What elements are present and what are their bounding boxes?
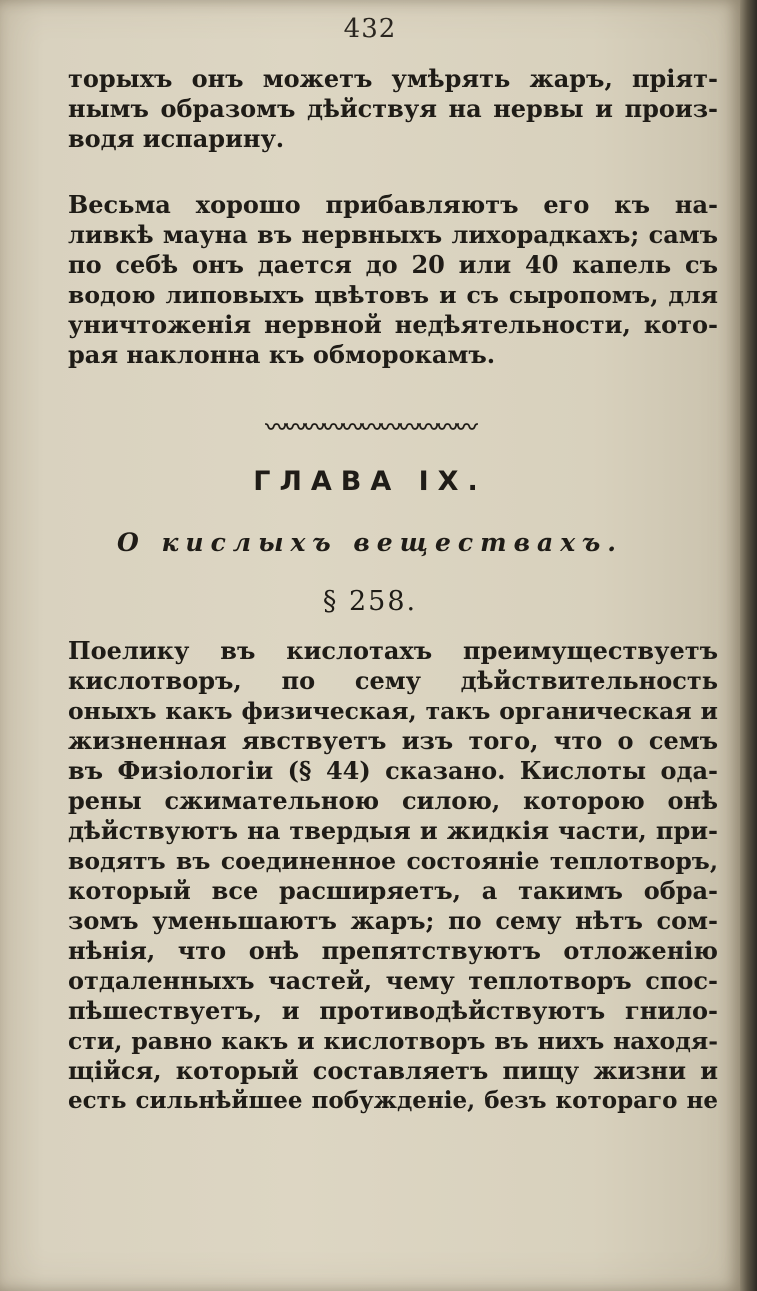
- text-line: сти, равно какъ и кислотворъ въ нихъ находя-: [68, 1027, 718, 1055]
- text-line: нымъ образомъ дѣйствуя на нервы и произ-: [68, 94, 718, 123]
- text-line: Поелику въ кислотахъ преимуществуетъ: [68, 636, 718, 665]
- text-line: водою липовыхъ цвѣтовъ и съ сыропомъ, для: [68, 281, 718, 309]
- text-line: оныхъ какъ физическая, такъ органическая и: [68, 697, 718, 725]
- text-line: зомъ уменьшаютъ жаръ; по сему нѣтъ сом-: [68, 906, 718, 935]
- paragraph-acids: [68, 636, 718, 1116]
- text-line: уничтоженія нервной недѣятельности, кото-: [68, 310, 718, 339]
- text-line: отдаленныхъ частей, чему теплотворъ спос-: [68, 966, 718, 995]
- text-line: жизненная явствуетъ изъ того, что о семъ: [68, 726, 718, 755]
- chapter-title: ГЛАВА IX.: [253, 466, 487, 497]
- text-line: есть сильнѣйшее побужденіе, безъ котораго не: [68, 1087, 718, 1114]
- text-line: торыхъ онъ можетъ умѣрять жаръ, пріят-: [68, 64, 718, 93]
- text-line: пѣшествуетъ, и противодѣйствуютъ гнило-: [68, 996, 718, 1025]
- text-line: водятъ въ соединенное состояніе теплотворъ,: [68, 847, 718, 875]
- paragraph-dosage: [68, 190, 718, 370]
- ornamental-divider: 〰〰〰〰〰〰〰〰〰〰〰: [265, 415, 475, 441]
- text-line: кислотворъ, по сему дѣйствительность: [68, 666, 718, 695]
- text-line: водя испарину.: [68, 124, 285, 153]
- text-line: въ Физіологіи (§ 44) сказано. Кислоты ода-: [68, 756, 718, 785]
- text-line: нѣнія, что онѣ препятствуютъ отложенію: [68, 936, 718, 965]
- text-line: рая наклонна къ обморокамъ.: [68, 340, 496, 369]
- text-line: Весьма хорошо прибавляютъ его къ на-: [68, 190, 718, 219]
- text-line: который все расширяетъ, а такимъ обра-: [68, 876, 718, 905]
- text-line: дѣйствуютъ на твердыя и жидкія части, при-: [68, 816, 718, 845]
- page-number: 432: [343, 14, 397, 44]
- text-line: щійся, который составляетъ пищу жизни и: [68, 1056, 718, 1085]
- book-spine-edge: [740, 0, 757, 1291]
- section-number: § 258.: [322, 586, 418, 617]
- text-line: рены сжимательною силою, которою онѣ: [68, 786, 718, 815]
- text-line: по себѣ онъ дается до 20 или 40 капель съ: [68, 250, 718, 279]
- text-line: ливкѣ мауна въ нервныхъ лихорадкахъ; самъ: [68, 220, 718, 249]
- paragraph-continuation: [68, 64, 718, 154]
- chapter-subtitle: О кислыхъ веществахъ.: [117, 528, 623, 557]
